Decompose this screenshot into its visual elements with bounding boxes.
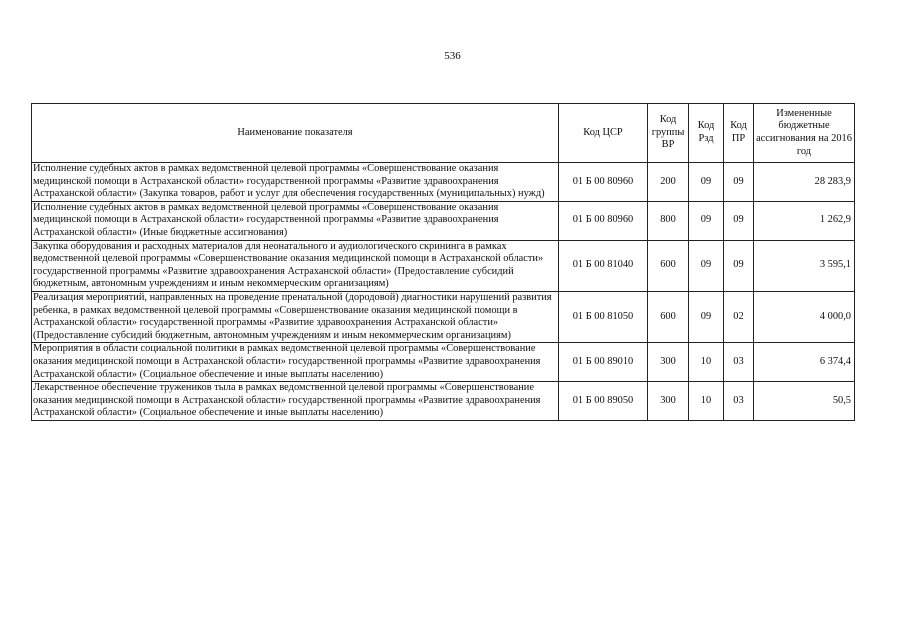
row-vr: 300: [648, 343, 689, 382]
row-vr: 200: [648, 163, 689, 202]
row-amount: 1 262,9: [754, 201, 855, 240]
row-amount: 3 595,1: [754, 240, 855, 291]
table-row: [32, 382, 855, 421]
row-vr: 800: [648, 201, 689, 240]
table-row: [32, 291, 855, 342]
row-rzd: 09: [689, 291, 724, 342]
header-indicator-name: Наименование показателя: [32, 104, 559, 163]
row-pr: 03: [724, 382, 754, 421]
row-amount: 50,5: [754, 382, 855, 421]
page-number: 536: [444, 50, 461, 62]
row-name: Реализация мероприятий, направленных на проведение пренатальной (дородовой) диагностики нарушений развития ребенка, в рамках ведомственной целевой программы «Совершенствование оказания медицинской помощи в Астраханской области» государственной программы «Развитие здравоохранения Астраханской области» (Предоставление субсидий бюджетным, автономным учреждениям и иным некоммерческим организациям): [32, 291, 559, 342]
row-csr: 01 Б 00 80960: [559, 163, 648, 202]
row-name: Лекарственное обеспечение тружеников тыла в рамках ведомственной целевой программы «Совершенствование оказания медицинской помощи в Астраханской области» государственной программы «Развитие здравоохранения Астраханской области» (Социальное обеспечение и иные выплаты населению): [32, 382, 559, 421]
row-csr: 01 Б 00 81050: [559, 291, 648, 342]
row-vr: 600: [648, 240, 689, 291]
row-name: Исполнение судебных актов в рамках ведомственной целевой программы «Совершенствование оказания медицинской помощи в Астраханской области» государственной программы «Развитие здравоохранения Астраханской области» (Иные бюджетные ассигнования): [32, 201, 559, 240]
row-vr: 600: [648, 291, 689, 342]
row-pr: 09: [724, 201, 754, 240]
row-vr: 300: [648, 382, 689, 421]
header-csr-code: Код ЦСР: [559, 104, 648, 163]
row-csr: 01 Б 00 80960: [559, 201, 648, 240]
row-csr: 01 Б 00 89050: [559, 382, 648, 421]
row-amount: 4 000,0: [754, 291, 855, 342]
row-pr: 09: [724, 240, 754, 291]
row-name: Закупка оборудования и расходных материалов для неонатального и аудиологического скрининга в рамках ведомственной целевой программы «Совершенствование оказания медицинской помощи в Астраханской области» государственной программы «Развитие здравоохранения Астраханской области» (Предоставление субсидий бюджетным, автономным учреждениям и иным некоммерческим организациям): [32, 240, 559, 291]
header-pr-code: Код ПР: [724, 104, 754, 163]
row-amount: 6 374,4: [754, 343, 855, 382]
row-name: Мероприятия в области социальной политики в рамках ведомственной целевой программы «Совершенствование оказания медицинской помощи в Астраханской области» государственной программы «Развитие здравоохранения Астраханской области» (Социальное обеспечение и иные выплаты населению): [32, 343, 559, 382]
budget-table: [31, 103, 855, 421]
table-row: [32, 343, 855, 382]
row-pr: 02: [724, 291, 754, 342]
row-name: Исполнение судебных актов в рамках ведомственной целевой программы «Совершенствование оказания медицинской помощи в Астраханской области» государственной программы «Развитие здравоохранения Астраханской области» (Закупка товаров, работ и услуг для обеспечения государственных (муниципальных) нужд): [32, 163, 559, 202]
table-row: [32, 240, 855, 291]
row-csr: 01 Б 00 81040: [559, 240, 648, 291]
table-row: [32, 201, 855, 240]
header-rzd-code: Код Рзд: [689, 104, 724, 163]
row-amount: 28 283,9: [754, 163, 855, 202]
row-rzd: 10: [689, 382, 724, 421]
header-vr-code: Код группы ВР: [648, 104, 689, 163]
row-rzd: 09: [689, 201, 724, 240]
row-csr: 01 Б 00 89010: [559, 343, 648, 382]
row-pr: 09: [724, 163, 754, 202]
row-rzd: 10: [689, 343, 724, 382]
header-amount-2016: Измененные бюджетные ассигнования на 2016 год: [754, 104, 855, 163]
row-rzd: 09: [689, 163, 724, 202]
row-pr: 03: [724, 343, 754, 382]
table-header-row: [32, 104, 855, 163]
row-rzd: 09: [689, 240, 724, 291]
table-row: [32, 163, 855, 202]
